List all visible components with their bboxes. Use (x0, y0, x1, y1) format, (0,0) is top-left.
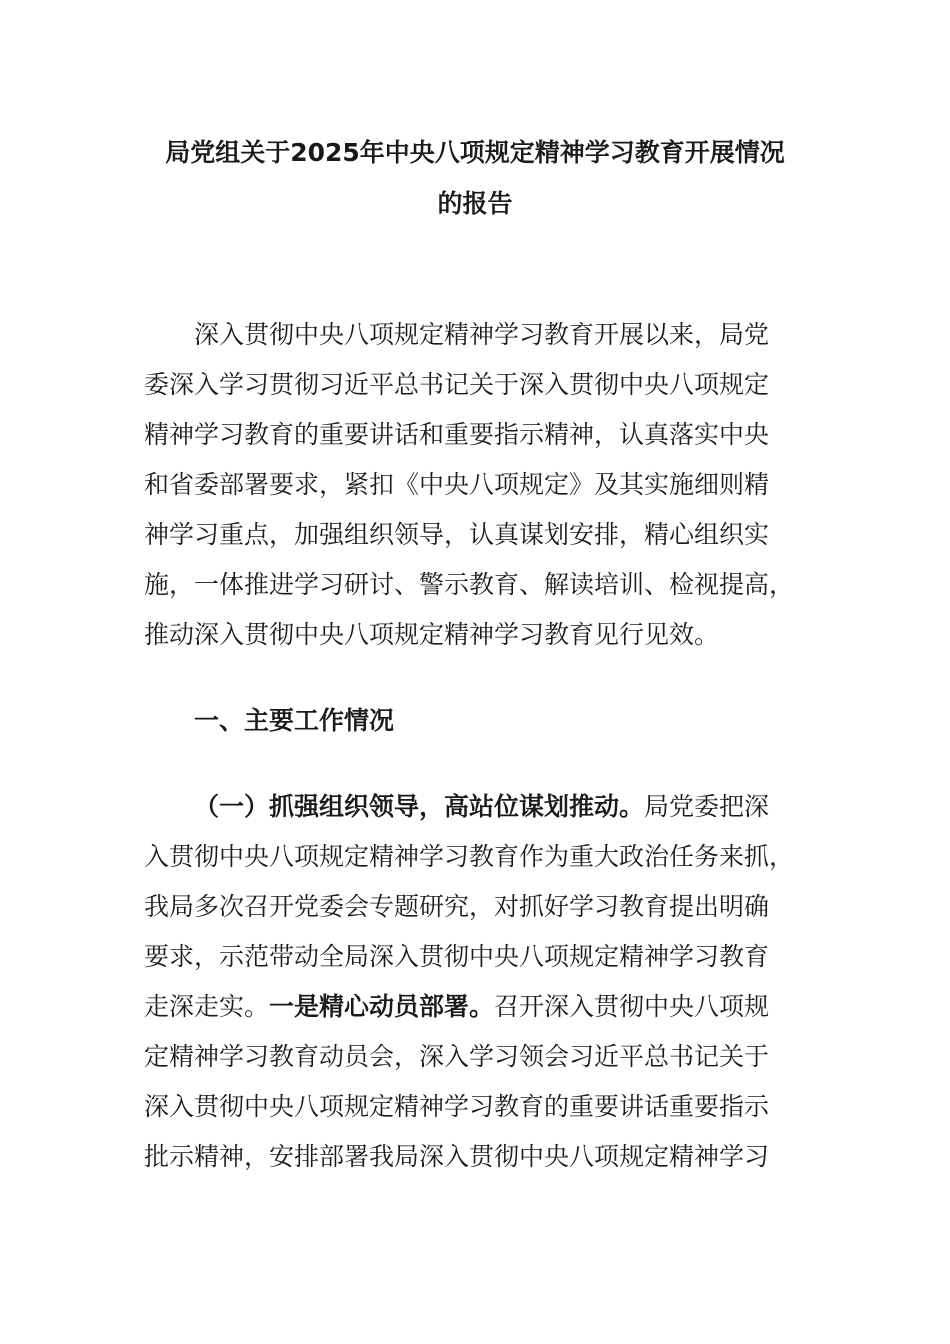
section-heading: 一、主要工作情况 (194, 706, 395, 735)
intro-paragraph-line: 神学习重点，加强组织领导，认真谋划安排，精心组织实 (144, 520, 770, 549)
subsection-paragraph-line: 我局多次召开党委会专题研究，对抓好学习教育提出明确 (144, 892, 770, 921)
document-title-line-1: 局党组关于2025年中央八项规定精神学习教育开展情况 (165, 138, 785, 167)
document-title-line-2: 的报告 (437, 189, 513, 218)
intro-paragraph-line: 和省委部署要求，紧扣《中央八项规定》及其实施细则精 (144, 470, 770, 499)
subsection-paragraph-line: 定精神学习教育动员会，深入学习领会习近平总书记关于 (144, 1042, 770, 1071)
intro-paragraph-line: 委深入学习贯彻习近平总书记关于深入贯彻中央八项规定 (144, 370, 770, 399)
subsection-paragraph-line: 入贯彻中央八项规定精神学习教育作为重大政治任务来抓， (144, 842, 795, 871)
subsection-text: 召开深入贯彻中央八项规 (494, 992, 770, 1021)
subsection-paragraph-line: 要求，示范带动全局深入贯彻中央八项规定精神学习教育 (144, 942, 770, 971)
point-heading: 一是精心动员部署。 (269, 992, 495, 1021)
intro-paragraph-line: 推动深入贯彻中央八项规定精神学习教育见行见效。 (144, 620, 720, 649)
subsection-paragraph-line (144, 994, 769, 1019)
intro-paragraph-line: 深入贯彻中央八项规定精神学习教育开展以来，局党 (194, 320, 770, 349)
subsection-paragraph-line: 深入贯彻中央八项规定精神学习教育的重要讲话重要指示 (144, 1092, 770, 1121)
subsection-text: 局党委把深 (644, 792, 770, 821)
intro-paragraph-line: 精神学习教育的重要讲话和重要指示精神，认真落实中央 (144, 420, 770, 449)
subsection-paragraph-line: 批示精神，安排部署我局深入贯彻中央八项规定精神学习 (144, 1142, 770, 1171)
subsection-paragraph-line (194, 794, 769, 819)
subsection-text: 走深走实。 (144, 992, 270, 1021)
subsection-heading: （一）抓强组织领导，高站位谋划推动。 (194, 792, 645, 821)
intro-paragraph-line: 施，一体推进学习研讨、警示教育、解读培训、检视提高， (144, 570, 795, 599)
